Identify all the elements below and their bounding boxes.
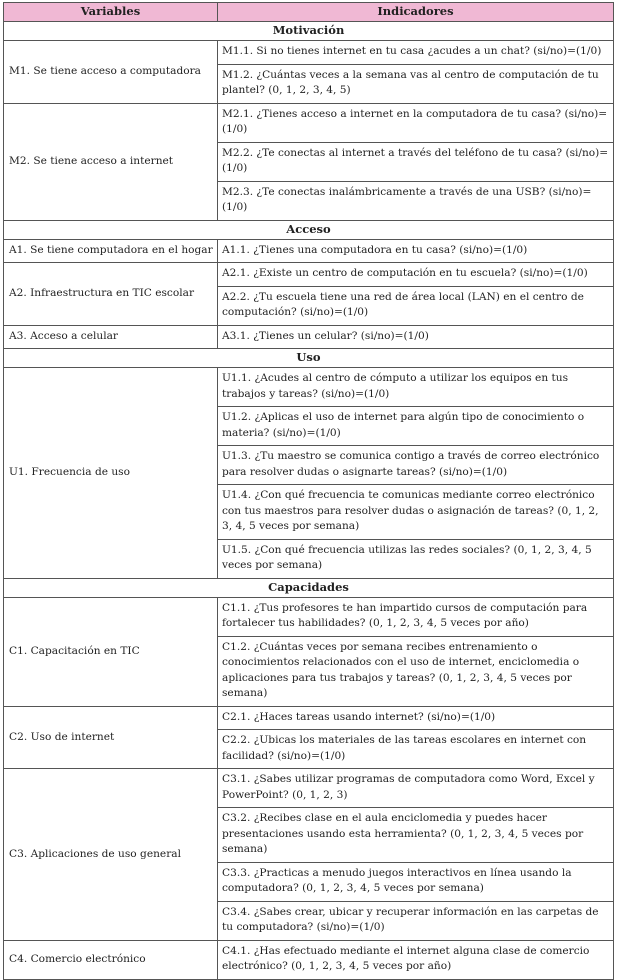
indicator-cell: U1.5. ¿Con qué frecuencia utilizas las redes sociales? (0, 1, 2, 3, 4, 5 veces por semana) — [218, 539, 614, 578]
section-row — [4, 349, 614, 368]
table-row — [4, 769, 614, 808]
variable-cell: C1. Capacitación en TIC — [4, 597, 218, 706]
indicator-cell: C4.1. ¿Has efectuado mediante el internet alguna clase de comercio electrónico? (0, 1, 2, 3, 4, 5 veces por año) — [218, 940, 614, 979]
indicator-cell: C1.2. ¿Cuántas veces por semana recibes entrenamiento o conocimientos relacionados con el uso de internet, enciclomedia o aplicaciones para tus trabajos y tareas? (0, 1, 2, 3, 4, 5 veces por semana) — [218, 636, 614, 706]
section-title: Motivación — [4, 22, 614, 41]
table-row — [4, 103, 614, 142]
variable-cell: A3. Acceso a celular — [4, 325, 218, 349]
section-title: Uso — [4, 349, 614, 368]
indicator-cell: C3.3. ¿Practicas a menudo juegos interactivos en línea usando la computadora? (0, 1, 2, 3, 4, 5 veces por semana) — [218, 862, 614, 901]
section-row — [4, 22, 614, 41]
variable-cell: U1. Frecuencia de uso — [4, 368, 218, 579]
indicator-cell: C3.2. ¿Recibes clase en el aula enciclomedia y puedes hacer presentaciones usando esta herramienta? (0, 1, 2, 3, 4, 5 veces por semana) — [218, 808, 614, 863]
indicator-cell: M2.1. ¿Tienes acceso a internet en la computadora de tu casa? (si/no)=(1/0) — [218, 103, 614, 142]
table-row — [4, 706, 614, 730]
indicator-cell: M2.3. ¿Te conectas inalámbricamente a través de una USB? (si/no)=(1/0) — [218, 181, 614, 220]
variable-cell: C2. Uso de internet — [4, 706, 218, 769]
variable-cell: M1. Se tiene acceso a computadora — [4, 41, 218, 104]
indicator-cell: A2.1. ¿Existe un centro de computación en tu escuela? (si/no)=(1/0) — [218, 263, 614, 287]
indicator-cell: A2.2. ¿Tu escuela tiene una red de área local (LAN) en el centro de computación? (si/no)=(1/0) — [218, 286, 614, 325]
indicator-cell: C2.2. ¿Ubicas los materiales de las tareas escolares en internet con facilidad? (si/no)=(1/0) — [218, 730, 614, 769]
section-row — [4, 220, 614, 239]
indicator-cell: M1.2. ¿Cuántas veces a la semana vas al centro de computación de tu plantel? (0, 1, 2, 3, 4, 5) — [218, 64, 614, 103]
table-row — [4, 41, 614, 65]
variable-cell: C3. Aplicaciones de uso general — [4, 769, 218, 941]
indicator-cell: C3.4. ¿Sabes crear, ubicar y recuperar información en las carpetas de tu computadora? (si/no)=(1/0) — [218, 901, 614, 940]
indicator-cell: U1.4. ¿Con qué frecuencia te comunicas mediante correo electrónico con tus maestros para resolver dudas o asignación de tareas? (0, 1, 2, 3, 4, 5 veces por semana) — [218, 485, 614, 540]
indicator-cell: U1.1. ¿Acudes al centro de cómputo a utilizar los equipos en tus trabajos y tareas? (si/no)=(1/0) — [218, 368, 614, 407]
table-body — [4, 22, 614, 980]
table-row — [4, 263, 614, 287]
table-row — [4, 368, 614, 407]
indicator-cell: A3.1. ¿Tienes un celular? (si/no)=(1/0) — [218, 325, 614, 349]
table-row — [4, 239, 614, 263]
table-row — [4, 597, 614, 636]
variable-cell: A2. Infraestructura en TIC escolar — [4, 263, 218, 326]
table-row — [4, 325, 614, 349]
indicator-cell: A1.1. ¿Tienes una computadora en tu casa? (si/no)=(1/0) — [218, 239, 614, 263]
indicator-cell: M2.2. ¿Te conectas al internet a través del teléfono de tu casa? (si/no)=(1/0) — [218, 142, 614, 181]
indicator-cell: U1.3. ¿Tu maestro se comunica contigo a través de correo electrónico para resolver dudas o asignarte tareas? (si/no)=(1/0) — [218, 446, 614, 485]
indicator-cell: M1.1. Si no tienes internet en tu casa ¿acudes a un chat? (si/no)=(1/0) — [218, 41, 614, 65]
variable-cell: A1. Se tiene computadora en el hogar — [4, 239, 218, 263]
variables-indicators-table — [3, 2, 614, 980]
header-variables: Variables — [4, 3, 218, 22]
indicator-cell: C2.1. ¿Haces tareas usando internet? (si/no)=(1/0) — [218, 706, 614, 730]
indicator-cell: C3.1. ¿Sabes utilizar programas de computadora como Word, Excel y PowerPoint? (0, 1, 2, 3) — [218, 769, 614, 808]
section-title: Capacidades — [4, 578, 614, 597]
table-header-row — [4, 3, 614, 22]
indicator-cell: C1.1. ¿Tus profesores te han impartido cursos de computación para fortalecer tus habilidades? (0, 1, 2, 3, 4, 5 veces por año) — [218, 597, 614, 636]
indicator-cell: U1.2. ¿Aplicas el uso de internet para algún tipo de conocimiento o materia? (si/no)=(1/0) — [218, 407, 614, 446]
variable-cell: C4. Comercio electrónico — [4, 940, 218, 979]
header-indicadores: Indicadores — [218, 3, 614, 22]
table-row — [4, 940, 614, 979]
section-title: Acceso — [4, 220, 614, 239]
variable-cell: M2. Se tiene acceso a internet — [4, 103, 218, 220]
section-row — [4, 578, 614, 597]
